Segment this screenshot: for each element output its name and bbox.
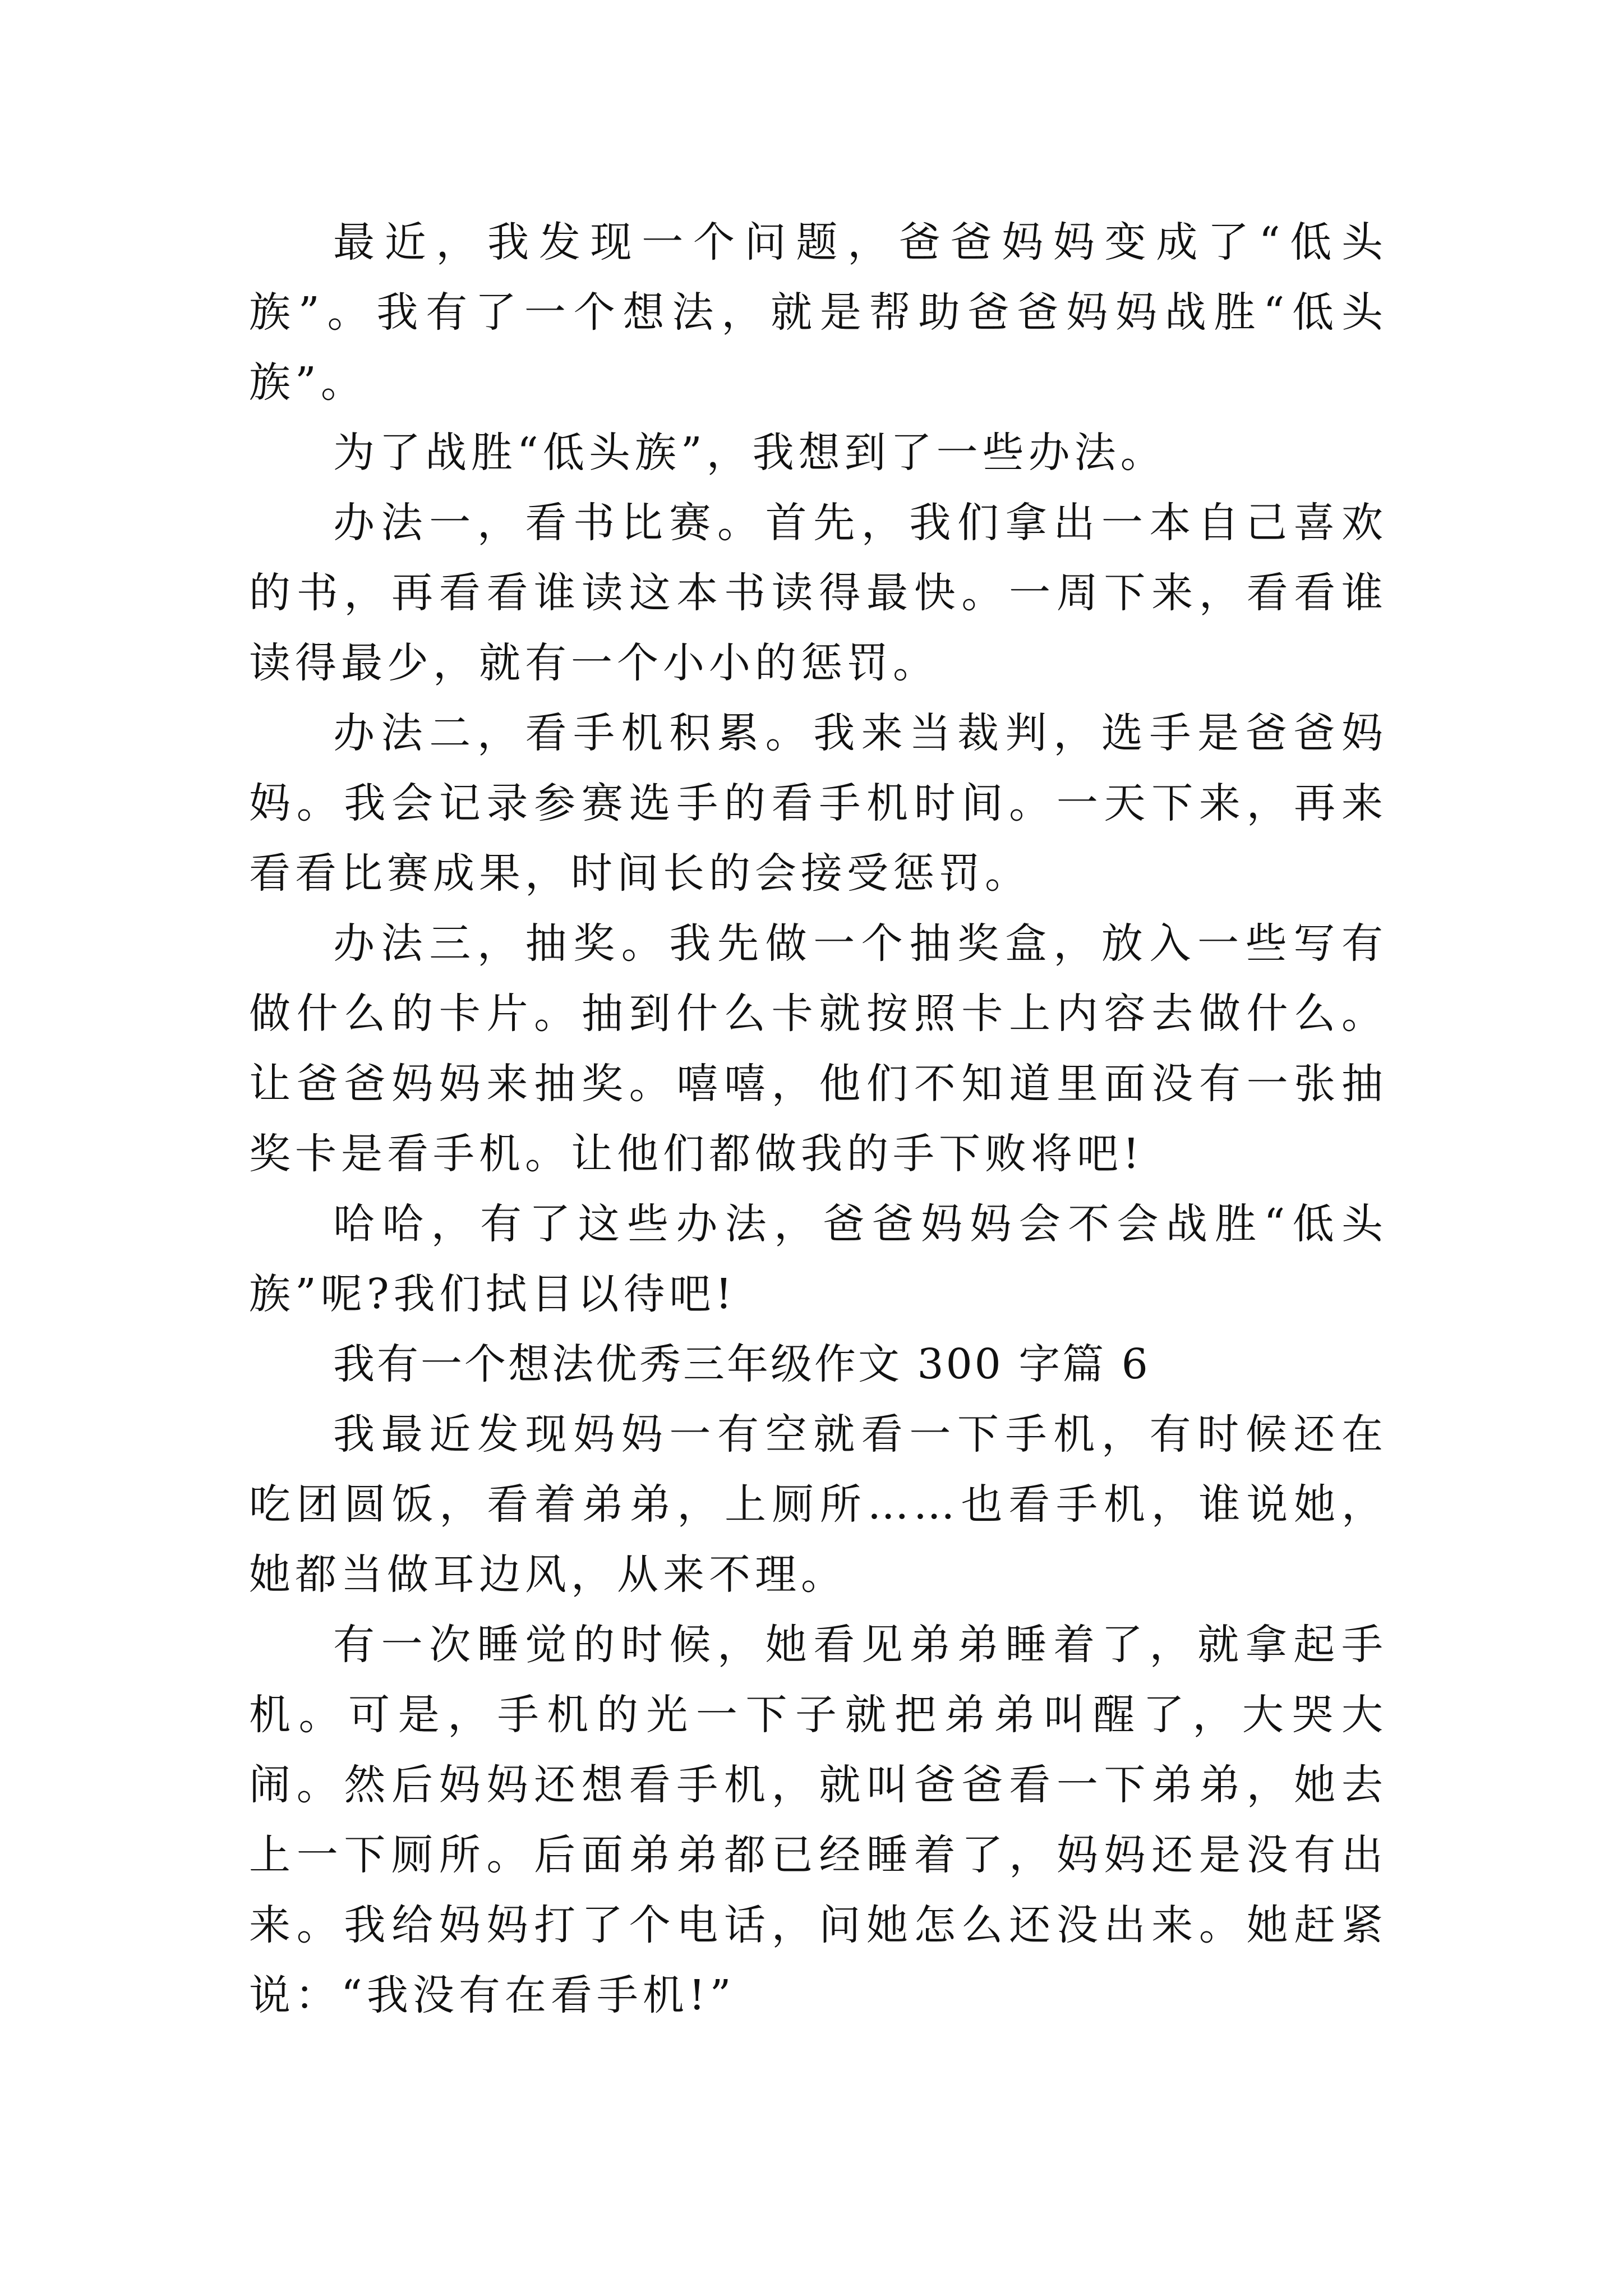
paragraph: 有一次睡觉的时候，她看见弟弟睡着了，就拿起手机。可是，手机的光一下子就把弟弟叫醒了，大哭大闹。然后妈妈还想看手机，就叫爸爸看一下弟弟，她去上一下厕所。后面弟弟都已经睡着了，妈妈还是没有出来。我给妈妈打了个电话，问她怎么还没出来。她赶紧说：“我没有在看手机!” [249, 1621, 1387, 2019]
paragraph: 办法三，抽奖。我先做一个抽奖盒，放入一些写有做什么的卡片。抽到什么卡就按照卡上内容去做什么。让爸爸妈妈来抽奖。嘻嘻，他们不知道里面没有一张抽奖卡是看手机。让他们都做我的手下败将吧! [249, 919, 1387, 1178]
paragraph: 我最近发现妈妈一有空就看一下手机，有时候还在吃团圆饭，看着弟弟，上厕所……也看手机，谁说她，她都当做耳边风，从来不理。 [249, 1410, 1387, 1599]
paragraph: 为了战胜“低头族”，我想到了一些办法。 [333, 429, 1166, 477]
document-body [249, 208, 1387, 2031]
paragraph: 办法一，看书比赛。首先，我们拿出一本自己喜欢的书，再看看谁读这本书读得最快。一周下来，看看谁读得最少，就有一个小小的惩罚。 [249, 499, 1387, 687]
section-heading: 我有一个想法优秀三年级作文 300 字篇 6 [333, 1340, 1150, 1388]
paragraph: 办法二，看手机积累。我来当裁判，选手是爸爸妈妈。我会记录参赛选手的看手机时间。一天下来，再来看看比赛成果，时间长的会接受惩罚。 [249, 709, 1387, 898]
paragraph: 最近，我发现一个问题，爸爸妈妈变成了“低头族”。我有了一个想法，就是帮助爸爸妈妈战胜“低头族”。 [249, 218, 1387, 407]
paragraph: 哈哈，有了这些办法，爸爸妈妈会不会战胜“低头族”呢?我们拭目以待吧! [249, 1200, 1387, 1318]
